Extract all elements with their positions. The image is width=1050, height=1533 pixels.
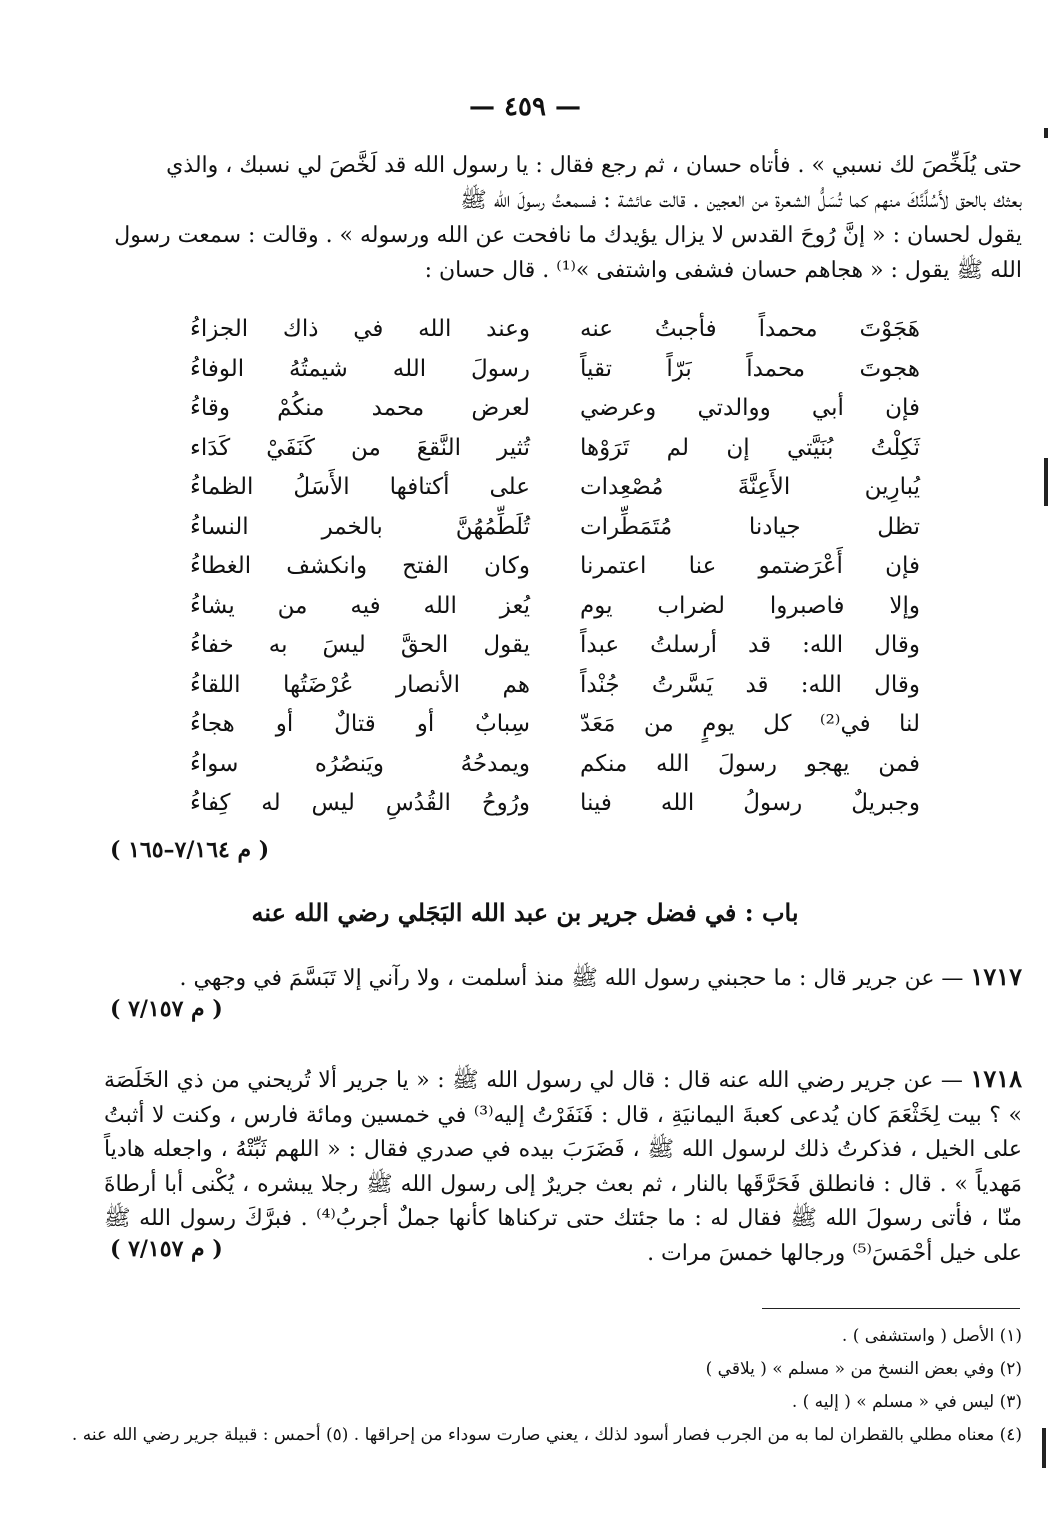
footnote: (١) الأصل ( واستشفى ) . [841, 1326, 1022, 1346]
verse-first-hemistich: هجوتَ محمداً بَرّاً تقياً [580, 355, 920, 382]
verse-second-hemistich: تُلَطِّمُهُنَّ بالخمر النساءُ [190, 513, 530, 540]
verse-second-hemistich: لعرض محمد منكُمْ وقاءُ [190, 395, 530, 421]
verse-first-hemistich: وإلا فاصبروا لضراب يوم [580, 592, 920, 619]
poem-verse [190, 508, 920, 548]
scan-edge-mark [1042, 1428, 1046, 1468]
scan-edge-mark [1044, 458, 1048, 506]
verse-second-hemistich: وعند الله في ذاك الجزاءُ [190, 316, 530, 342]
poem-verse [190, 350, 920, 390]
poem-verse [190, 745, 920, 785]
poem-verse [190, 389, 920, 429]
poem-verse [190, 626, 920, 666]
verse-first-hemistich: وقال الله: قد أرسلتُ عبداً [580, 632, 920, 658]
verse-first-hemistich: يُبارِين الأَعِنَّةَ مُصْعِدات [580, 474, 920, 500]
intro-line: حتى يُلَخِّصَ لك نسبي » . فأتاه حسان ، ثم رجع فقال : يا رسول الله قد لَخَّصَ لي نسبك ، والذي [166, 153, 1022, 178]
poem-verse [190, 468, 920, 508]
verse-first-hemistich: فإن أَعْرَضتمو عنا اعتمرنا [580, 553, 920, 579]
verse-first-hemistich: هَجَوْتَ محمداً فأجبتُ عنه [580, 316, 920, 342]
poem-verse [190, 587, 920, 627]
verse-first-hemistich: وقال الله: قد يَسَّرتُ جُنْداً [580, 671, 920, 698]
verse-second-hemistich: ويمدحُهُ ويَنصُرُه سواءُ [190, 750, 530, 777]
poem-verse [190, 547, 920, 587]
scan-edge-mark [1044, 128, 1048, 138]
hadith-1718 [104, 1062, 1022, 1271]
poem-verse [190, 310, 920, 350]
footnotes [71, 1320, 1022, 1452]
intro-line: يقول لحسان : « إنَّ رُوحَ القدس لا يزال يؤيدك ما نافحت عن الله ورسوله » . وقالت : سمعت رسول [114, 223, 1022, 248]
poem-verse [190, 666, 920, 706]
verse-second-hemistich: سِبابٌ أو قتالٌ أو هجاءُ [190, 711, 530, 737]
footnote-divider [762, 1308, 1020, 1309]
poem [190, 310, 920, 824]
hadith-text: — عن جرير رضي الله عنه قال : قال لي رسول الله ﷺ : « يا جرير ألا تُريحني من ذي الخَلَصَة » ؟ بيت لِخَثْعَمَ كان يُدعى كعبةَ اليمانيَةِ ، قال : فَنَفَرْتُ إليه⁽³⁾ في خمسين ومائة فارس ، وكنت لا أثبتُ على الخيل ، فذكرتُ ذلك لرسول الله ﷺ ، فَضَرَبَ بيده في صدري فقال : « اللهم ثَبِّتْهُ ، واجعله هادياً مَهدياً » . قال : فانطلق فَحَرَّقَها بالنار ، ثم بعث جريرٌ إلى رسول الله ﷺ رجلا يبشره ، يُكْنى أبا أرطاةَ منّا ، فأتى رسولَ الله ﷺ فقال له : ما جئتك حتى تركناها كأنها جملٌ أجربُ⁽⁴⁾ . فبرَّكَ رسول الله ﷺ على خيل أحْمَسَ⁽⁵⁾ ورجالها خمسَ مرات . [104, 1068, 1022, 1266]
source-reference: ( م ٧/١٥٧ ) [110, 1236, 223, 1262]
intro-line: بعثك بالحق لأَسُلَّنَّكَ منهم كما تُسَلُّ الشعرة من العجين . قالت عائشة : فسمعتُ رسولَ الله ﷺ [460, 188, 1022, 213]
verse-second-hemistich: تُثير النَّقعَ من كَنَفَيْ كَدَاء [190, 434, 530, 461]
poem-verse [190, 784, 920, 824]
intro-paragraph [104, 148, 1022, 288]
intro-line: الله ﷺ يقول : « هجاهم حسان فشفى واشتفى »⁽¹⁾ . قال حسان : [424, 258, 1022, 283]
verse-second-hemistich: يقول الحقَّ ليسَ به خفاءُ [190, 632, 530, 658]
hadith-text: — عن جرير قال : ما حجبني رسول الله ﷺ منذ أسلمت ، ولا رآني إلا تَبَسَّمَ في وجهي . [179, 966, 971, 991]
section-heading: باب : في فضل جرير بن عبد الله البَجَلي رضي الله عنه [251, 898, 799, 927]
footnote: (٣) ليس في « مسلم » ( إليه ) . [791, 1392, 1022, 1412]
verse-first-hemistich: تظل جيادنا مُتَمَطِّرات [580, 513, 920, 540]
verse-second-hemistich: يُعز الله فيه من يشاءُ [190, 592, 530, 619]
verse-first-hemistich: لنا في⁽²⁾ كل يومٍ من مَعَدّ [580, 711, 920, 737]
verse-second-hemistich: هم الأنصار عُرْضَتُها اللقاءُ [190, 671, 530, 698]
source-reference: ( م ٧/١٥٧ ) [110, 996, 223, 1022]
verse-first-hemistich: ثَكِلْتُ بُنَيَّتي إن لم تَرَوْها [580, 434, 920, 461]
verse-second-hemistich: على أكتافها الأَسَلُ الظماءُ [190, 474, 530, 500]
hadith-number: ١٧١٧ [970, 962, 1022, 991]
verse-first-hemistich: وجبريلٌ رسولُ الله فينا [580, 790, 920, 816]
footnote: (٢) وفي بعض النسخ من « مسلم » ( يلاقي ) [705, 1359, 1022, 1379]
verse-first-hemistich: فمن يهجو رسولَ الله منكم [580, 750, 920, 777]
page-number: — ٤٥٩ — [468, 92, 582, 122]
verse-second-hemistich: ورُوحُ القُدُسِ ليس له كِفاءُ [190, 790, 530, 816]
poem-verse [190, 429, 920, 469]
hadith-number: ١٧١٨ [970, 1064, 1022, 1093]
verse-first-hemistich: فإن أبي ووالدتي وعرضي [580, 395, 920, 421]
hadith-1717 [104, 960, 1022, 996]
poem-verse [190, 705, 920, 745]
source-reference: ( م ٧/١٦٤–١٦٥ ) [110, 837, 270, 863]
verse-second-hemistich: رسولَ الله شيمتُهُ الوفاءُ [190, 355, 530, 382]
verse-second-hemistich: وكان الفتح وانكشف الغطاءُ [190, 553, 530, 579]
footnote: (٤) معناه مطلي بالقطران لما به من الجرب فصار أسود لذلك ، يعني صارت سوداء من إحراقها . (٥) أحمس : قبيلة جرير رضي الله عنه . [71, 1425, 1022, 1445]
